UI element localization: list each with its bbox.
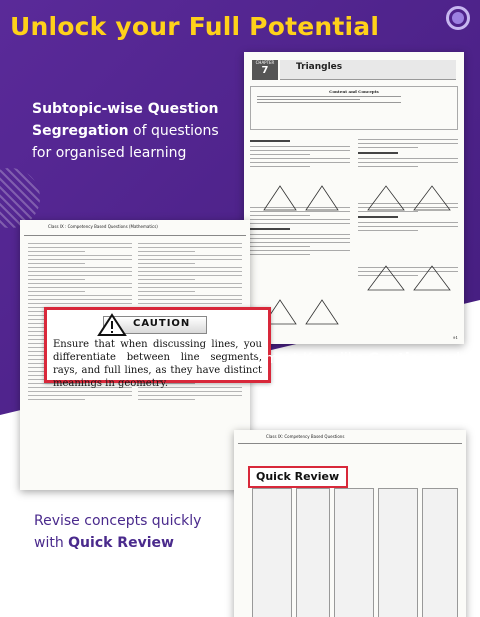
text-line <box>257 96 401 97</box>
page-header-text: Class IX: Competency Based Questions <box>266 434 345 439</box>
feature-segregation-rest: of questions for organised learning <box>32 123 219 161</box>
contents-box <box>250 86 458 130</box>
feature-quick-review-bold: Quick Review <box>68 535 174 551</box>
review-table-column <box>422 488 458 617</box>
triangles-sample-page <box>244 52 464 344</box>
feature-segregation-text <box>32 98 232 164</box>
ring-decoration-icon <box>446 6 470 30</box>
text-line <box>257 102 401 103</box>
feature-segregation-bold: Subtopic-wise Question Segregation <box>32 101 219 139</box>
review-table-column <box>378 488 418 617</box>
chapter-title: Triangles <box>296 62 343 72</box>
page-header <box>24 224 246 236</box>
quick-review-sample-page <box>234 430 466 617</box>
feature-quick-review-text <box>34 510 234 554</box>
triangle-figure <box>262 182 342 212</box>
page-number: 91 <box>452 335 458 340</box>
chapter-label: CHAPTER <box>255 60 275 65</box>
headline: Unlock your Full Potential <box>10 12 380 41</box>
feature-smart-keys-mid: and <box>429 351 460 367</box>
page-header <box>238 434 462 444</box>
feature-quick-review-pre: Revise concepts quickly with <box>34 513 202 551</box>
caution-label: CAUTION <box>133 318 191 329</box>
chapter-number: 7 <box>261 65 269 76</box>
page-header-text: Class IX : Competency Based Questions (Mathematics) <box>48 224 158 229</box>
triangle-figure <box>262 296 342 326</box>
warning-icon <box>97 313 127 337</box>
quick-review-label-box <box>248 466 348 488</box>
review-table-column <box>252 488 292 617</box>
triangle-figure <box>364 262 454 292</box>
feature-smart-keys-pre: Smart Keys like <box>256 351 369 367</box>
quick-review-label: Quick Review <box>256 470 340 483</box>
review-table-column <box>296 488 330 617</box>
feature-smart-keys-text <box>230 348 460 414</box>
review-table-column <box>334 488 374 617</box>
contents-heading: Content and Concepts <box>329 89 379 94</box>
triangle-figure <box>364 182 454 212</box>
feature-smart-keys-caution: Caution <box>368 351 430 367</box>
feature-smart-keys-connection: Connection <box>310 373 400 389</box>
text-line <box>257 99 360 100</box>
right-text-column <box>358 136 458 336</box>
caution-text: Ensure that when discussing lines, you differentiate between line segments, rays, and full lines, as they have distinct meanings in geometry. <box>53 339 262 389</box>
feature-smart-keys-post: for easy understanding <box>358 373 460 411</box>
chapter-badge <box>252 60 278 80</box>
